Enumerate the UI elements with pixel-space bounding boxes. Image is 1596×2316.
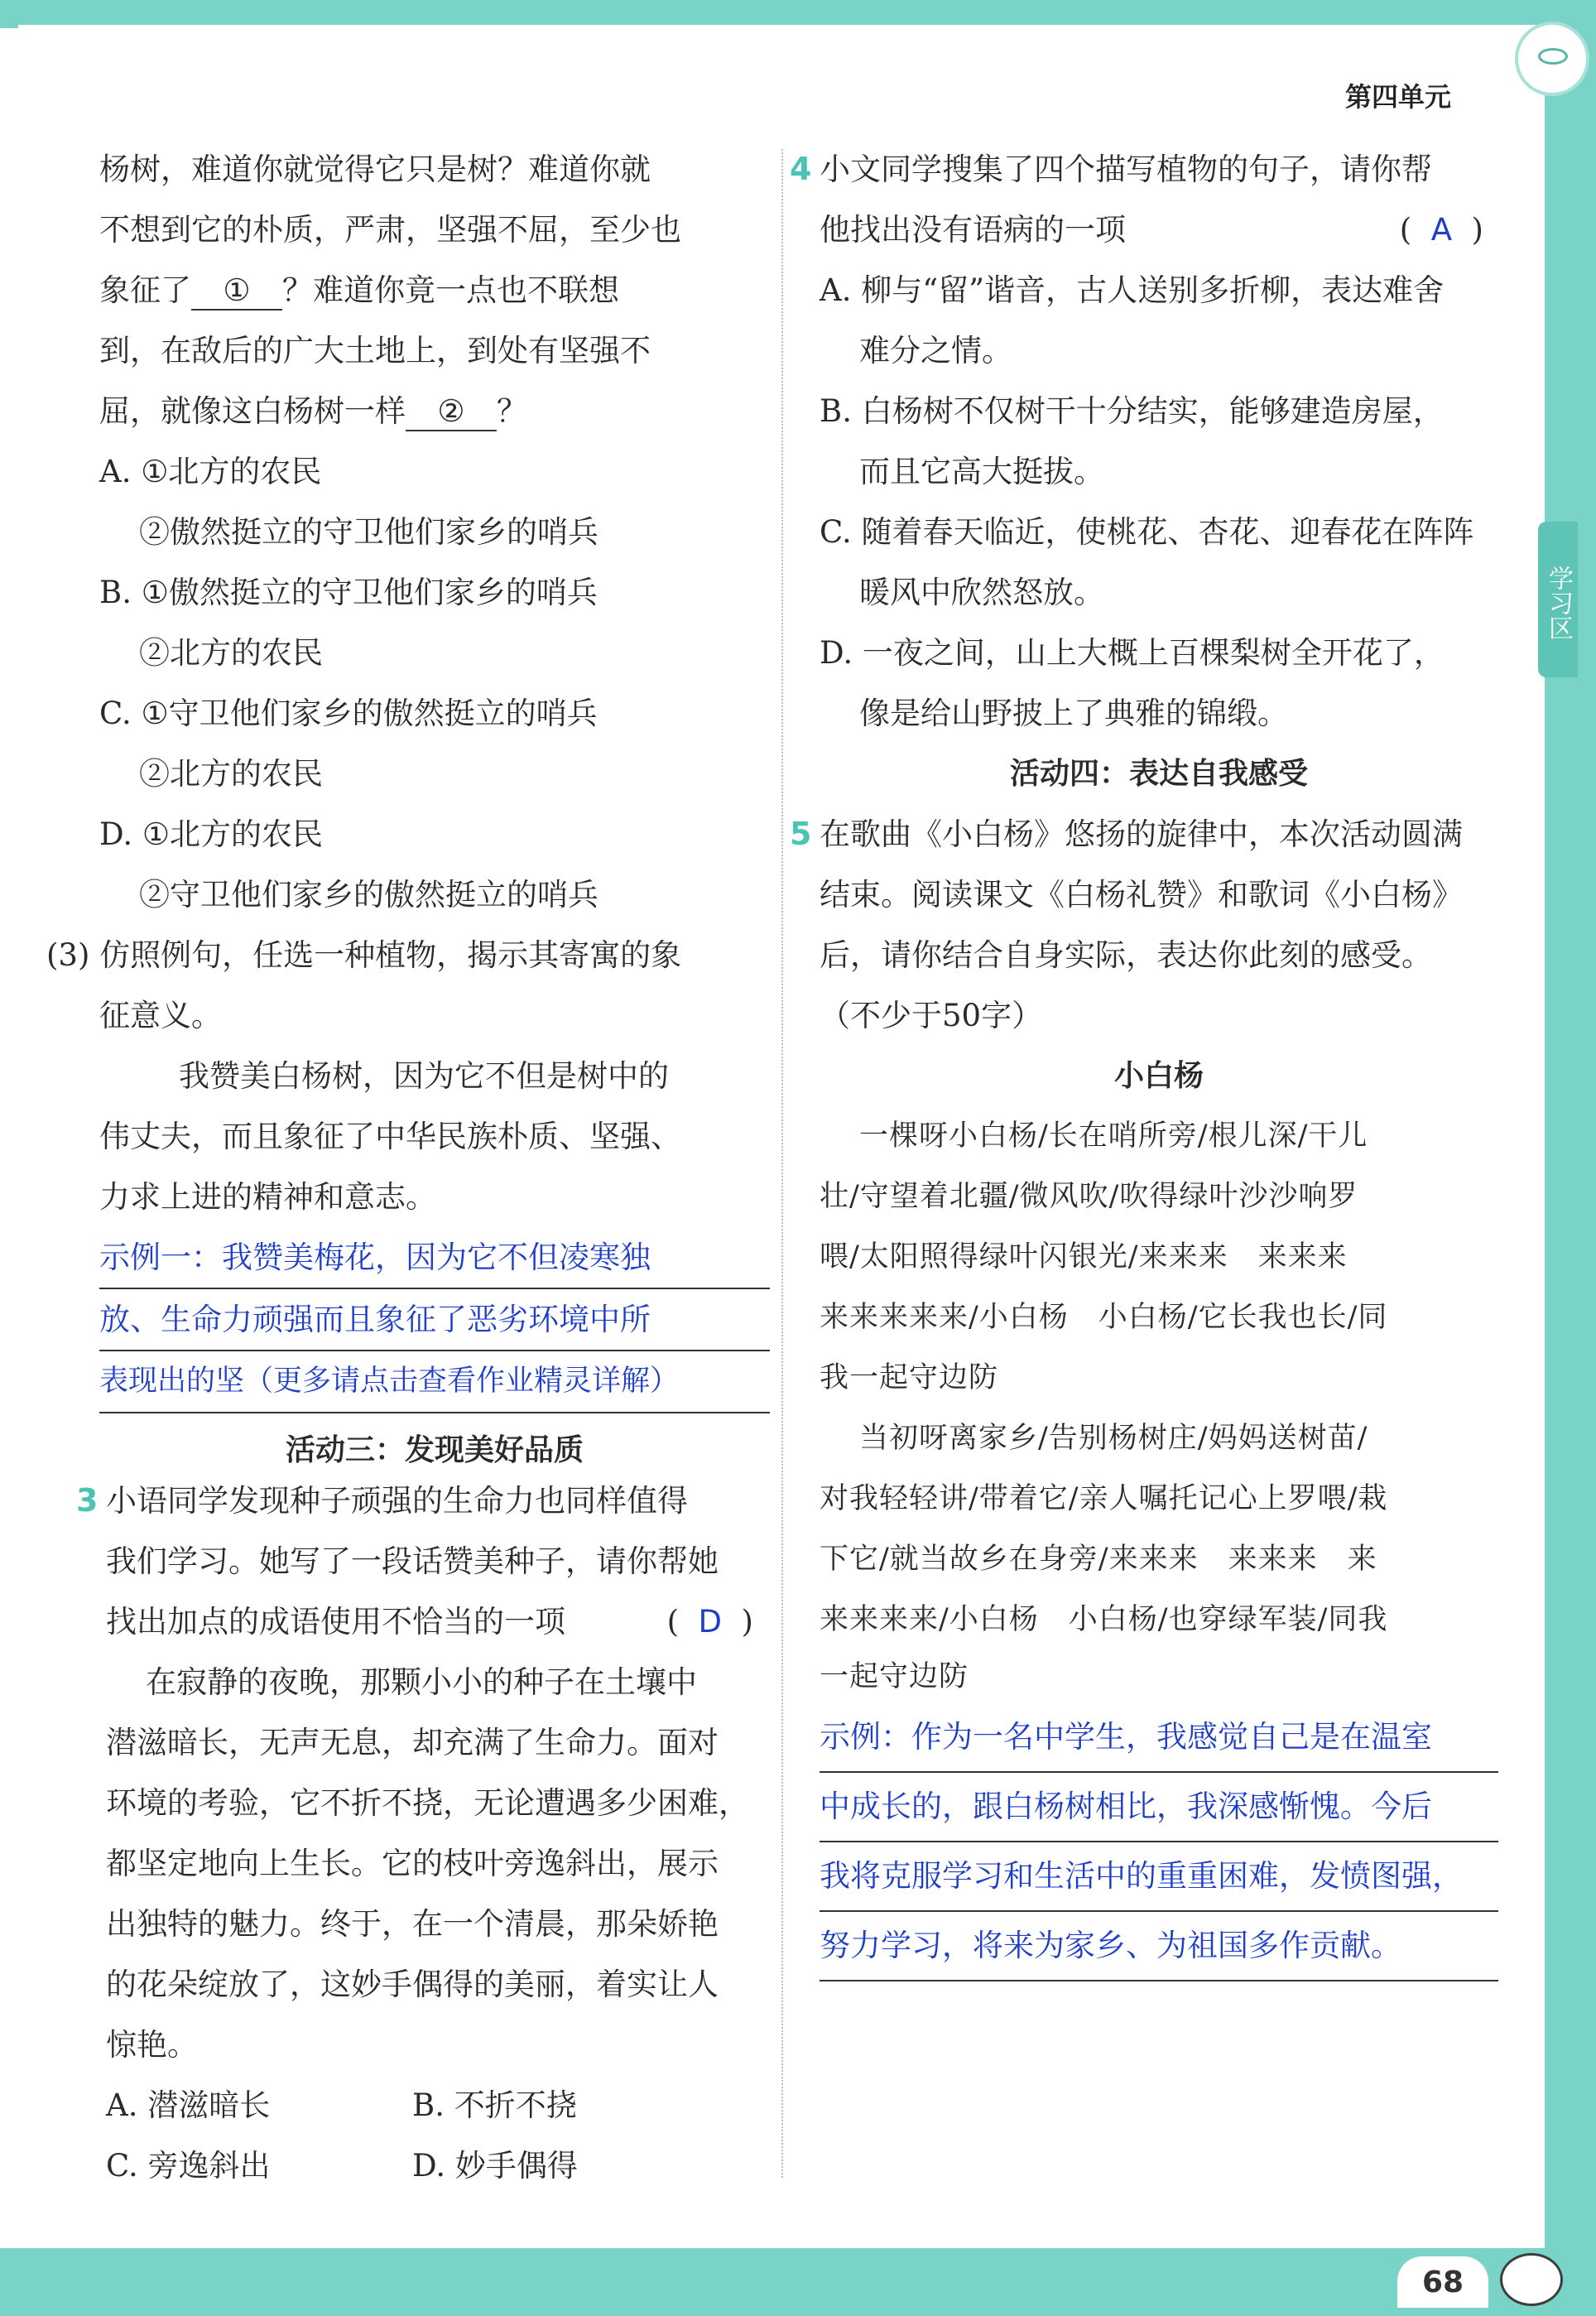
blank-1[interactable]: ① [191,272,282,311]
option-line: 难分之情。 [859,333,1012,368]
answer-line: 我将克服学习和生活中的重重困难，发愤图强， [820,1842,1498,1912]
song-line: 喂/太阳照得绿叶闪银光/来来来 来来来 [820,1240,1348,1274]
option-line[interactable]: B. 白杨树不仅树干十分结实，能够建造房屋， [820,393,1444,429]
sub-question-line: (3) 仿照例句，任选一种植物，揭示其寄寓的象 [46,937,682,973]
option-row [106,2075,768,2135]
mascot-footer-icon [1500,2253,1563,2306]
seed-passage-line: 惊艳。 [106,2027,198,2063]
option-line: B. ①傲然挺立的守卫他们家乡的哨兵 [99,575,598,610]
option-line: D. ①北方的农民 [99,816,324,852]
activity-three-heading: 活动三：发现美好品质 [285,1433,584,1467]
song-line: 一起守边防 [820,1660,969,1693]
side-tab-study-zone[interactable]: 学习区 [1538,522,1578,677]
passage-text: 屈，就像这白杨树一样 [99,393,406,429]
option-line: 暖风中欣然怒放。 [859,575,1104,610]
bottom-border [0,2248,1596,2316]
passage-text: ？难道你竟一点也不联想 [282,272,619,308]
option-line: C. ①守卫他们家乡的傲然挺立的哨兵 [99,696,598,731]
sub-question-line: 征意义。 [99,998,222,1033]
question-number: 5 [790,816,812,852]
option-line: 像是给山野披上了典雅的锦缎。 [859,696,1288,731]
answer-paren: ( D ) [666,1604,753,1639]
passage-line [99,381,770,441]
right-column [790,139,1498,1981]
question-3 [76,1471,768,2196]
passage-text: 象征了 [99,272,191,308]
song-line: 我一起守边防 [820,1361,999,1394]
question-stem-line: 我们学习。她写了一段话赞美种子，请你帮她 [106,1543,719,1579]
seed-passage-line: 潜滋暗长，无声无息，却充满了生命力。面对 [106,1725,719,1760]
answer-line: 放、生命力顽强而且象征了恶劣环境中所 [99,1289,770,1351]
option-b[interactable]: B. 不折不挠 [412,2087,577,2123]
mascot-icon [1515,22,1589,96]
left-column [46,139,770,1481]
activity-four-heading: 活动四：表达自我感受 [1009,757,1308,791]
seed-passage-line: 环境的考验，它不折不挠，无论遭遇多少困难， [106,1785,749,1821]
question-number: 3 [76,1482,99,1519]
answer-paren: ( A ) [1399,212,1483,248]
top-border [0,0,1596,28]
answer-value: D [698,1604,723,1639]
answer-line: 示例：作为一名中学生，我感觉自己是在温室 [820,1703,1498,1773]
question-stem-line [820,200,1498,260]
question-4 [790,139,1498,744]
option-line: 而且它高大挺拔。 [859,454,1104,489]
song-line: 壮/守望着北疆/微风吹/吹得绿叶沙沙响罗 [820,1180,1358,1213]
question-stem-line: （不少于50字） [820,998,1043,1033]
song-title: 小白杨 [1113,1059,1204,1093]
question-number: 4 [790,151,812,187]
question-stem-line [106,1591,768,1652]
passage-line [99,260,770,320]
song-line: 一棵呀小白杨/长在哨所旁/根儿深/干儿 [859,1119,1368,1153]
option-line[interactable]: D. 一夜之间，山上大概上百棵梨树全开花了， [820,635,1445,671]
example-line: 伟丈夫，而且象征了中华民族朴质、坚强、 [99,1119,681,1154]
page-number: 68 [1397,2256,1488,2308]
song-line: 当初呀离家乡/告别杨树庄/妈妈送树苗/ [859,1422,1368,1455]
answer-line: 示例一：我赞美梅花，因为它不但凌寒独 [99,1227,770,1289]
answer-line: 努力学习，将来为家乡、为祖国多作贡献。 [820,1912,1498,1981]
option-d[interactable]: D. 妙手偶得 [412,2148,578,2184]
option-line: ②北方的农民 [139,756,323,792]
blank-2[interactable]: ② [406,393,497,431]
question-stem-text: 找出加点的成语使用不恰当的一项 [106,1604,565,1639]
question-5 [790,804,1498,1981]
seed-passage-line: 的花朵绽放了，这妙手偶得的美丽，着实让人 [106,1967,719,2002]
passage-text: ？ [497,393,527,429]
seed-passage-line: 都坚定地向上生长。它的枝叶旁逸斜出，展示 [106,1846,719,1881]
option-c[interactable]: C. 旁逸斜出 [106,2148,271,2184]
option-a[interactable]: A. 潜滋暗长 [106,2087,271,2123]
example-line: 我赞美白杨树，因为它不但是树中的 [179,1058,669,1094]
passage-line: 到，在敌后的广大土地上，到处有坚强不 [99,333,651,368]
song-line: 对我轻轻讲/带着它/亲人嘱托记心上罗喂/栽 [820,1482,1388,1515]
seed-passage-line: 出独特的魅力。终于，在一个清晨，那朵娇艳 [106,1906,719,1942]
right-border [1545,0,1596,2316]
answer-value: A [1430,212,1453,248]
option-line: ②守卫他们家乡的傲然挺立的哨兵 [139,877,598,912]
song-line: 来来来来来/小白杨 小白杨/它长我也长/同 [820,1301,1388,1334]
column-divider [781,149,783,2178]
question-stem-line: 后，请你结合自身实际，表达你此刻的感受。 [820,937,1432,973]
question-stem-text: 他找出没有语病的一项 [820,212,1126,248]
option-line: ②傲然挺立的守卫他们家乡的哨兵 [139,514,598,550]
song-line: 下它/就当故乡在身旁/来来来 来来来 来 [820,1543,1377,1576]
unit-title: 第四单元 [1344,81,1451,113]
option-line: ②北方的农民 [139,635,323,671]
passage-line: 杨树，难道你就觉得它只是树？难道你就 [99,152,651,187]
option-line[interactable]: A. 柳与“留”谐音，古人送别多折柳，表达难舍 [820,272,1445,308]
question-stem-line: 结束。阅读课文《白杨礼赞》和歌词《小白杨》 [820,877,1463,912]
example-line: 力求上进的精神和意志。 [99,1179,436,1215]
seed-passage-line: 在寂静的夜晚，那颗小小的种子在土壤中 [146,1664,697,1700]
answer-line: 中成长的，跟白杨树相比，我深感惭愧。今后 [820,1773,1498,1842]
question-stem-line: 在歌曲《小白杨》悠扬的旋律中，本次活动圆满 [820,816,1463,852]
answer-line-link[interactable]: 表现出的坚（更多请点击查看作业精灵详解） [99,1351,770,1413]
passage-line: 不想到它的朴质，严肃，坚强不屈，至少也 [99,212,681,248]
option-line[interactable]: C. 随着春天临近，使桃花、杏花、迎春花在阵阵 [820,514,1474,550]
song-line: 来来来来/小白杨 小白杨/也穿绿军装/同我 [820,1603,1388,1636]
option-row [106,2135,768,2196]
option-line: A. ①北方的农民 [99,454,322,489]
question-stem-line: 小文同学搜集了四个描写植物的句子，请你帮 [820,152,1432,187]
question-stem-line: 小语同学发现种子顽强的生命力也同样值得 [106,1483,688,1519]
